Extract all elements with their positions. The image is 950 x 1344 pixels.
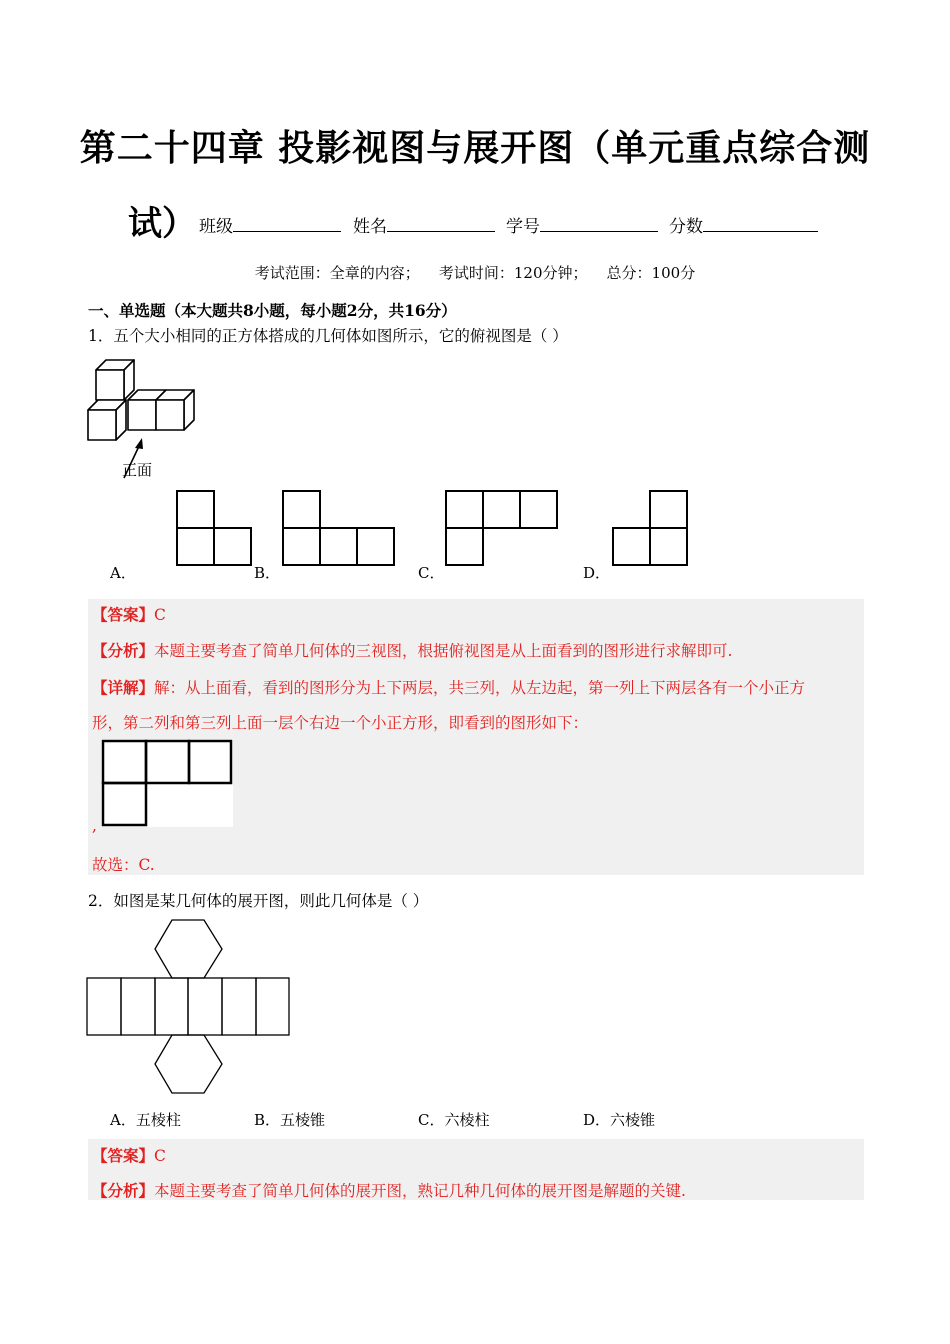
- answer-tag: 【答案】: [92, 1146, 155, 1165]
- section-heading: 一、单选题（本大题共8小题，每小题2分，共16分）: [88, 301, 457, 320]
- q1-option-d-figure[interactable]: [612, 490, 692, 566]
- q1-answer-box: [88, 599, 864, 875]
- page-title: 第二十四章 投影视图与展开图（单元重点综合测: [79, 128, 871, 169]
- student-id-label: 学号: [506, 217, 540, 237]
- detail-text-1: 解：从上面看，看到的图形分为上下两层，共三列，从左边起，第一列上下两层各有一个小正方: [154, 679, 806, 697]
- exam-info: 考试范围：全章的内容； 考试时间：120分钟； 总分：100分: [254, 264, 696, 282]
- q2-stem: 2．如图是某几何体的展开图，则此几何体是（ ）: [88, 892, 429, 910]
- detail-tag: 【详解】: [92, 678, 155, 697]
- answer-value: C: [154, 606, 166, 624]
- student-id-blank[interactable]: [540, 213, 658, 232]
- q1-conclusion: 故选：C.: [92, 856, 155, 874]
- class-label: 班级: [199, 217, 233, 237]
- q1-detail-2: 形，第二列和第三列上面一层个右边一个小正方形，即看到的图形如下：: [92, 714, 589, 732]
- q2-option-c[interactable]: C．六棱柱: [418, 1111, 490, 1129]
- q1-answer: [92, 603, 166, 625]
- analysis-tag: 【分析】: [92, 641, 155, 660]
- q1-answer-figure: [101, 739, 233, 827]
- score-field: [669, 212, 818, 237]
- score-blank[interactable]: [703, 213, 818, 232]
- name-blank[interactable]: [387, 213, 495, 232]
- analysis-text: 本题主要考查了简单几何体的三视图，根据俯视图是从上面看到的图形进行求解即可.: [154, 642, 733, 660]
- q1-stem: 1．五个大小相同的正方体搭成的几何体如图所示，它的俯视图是（ ）: [88, 327, 568, 345]
- q1-comma: ,: [92, 817, 97, 835]
- class-blank[interactable]: [233, 213, 341, 232]
- student-id-field: [506, 212, 658, 237]
- q2-net-figure: [86, 918, 292, 1098]
- q1-option-c-label: C．: [418, 564, 445, 582]
- q2-option-d[interactable]: D．六棱锥: [583, 1111, 656, 1129]
- q2-answer-box: [88, 1139, 864, 1200]
- analysis-text: 本题主要考查了简单几何体的展开图，熟记几种几何体的展开图是解题的关键.: [154, 1182, 686, 1200]
- q1-option-a-label: A．: [110, 564, 136, 582]
- page-title-line2: 试）: [128, 204, 196, 244]
- q1-detail: [92, 676, 805, 698]
- analysis-tag: 【分析】: [92, 1181, 155, 1200]
- score-label: 分数: [669, 217, 703, 237]
- q2-option-b[interactable]: B．五棱锥: [254, 1111, 326, 1129]
- q2-answer: [92, 1144, 166, 1166]
- q1-option-b-label: B．: [254, 564, 281, 582]
- class-field: [199, 212, 341, 237]
- q1-solid-figure: [86, 360, 206, 460]
- q1-analysis: [92, 639, 732, 661]
- q2-analysis: [92, 1179, 686, 1201]
- answer-value: C: [154, 1147, 166, 1165]
- name-field: [353, 212, 495, 237]
- q1-option-a-figure[interactable]: [176, 490, 256, 566]
- name-label: 姓名: [353, 217, 387, 237]
- front-label: 正面: [122, 461, 153, 479]
- q1-option-c-figure[interactable]: [445, 490, 562, 566]
- q1-option-b-figure[interactable]: [282, 490, 399, 566]
- q1-option-d-label: D．: [583, 564, 611, 582]
- q2-option-a[interactable]: A．五棱柱: [110, 1111, 181, 1129]
- answer-tag: 【答案】: [92, 605, 155, 624]
